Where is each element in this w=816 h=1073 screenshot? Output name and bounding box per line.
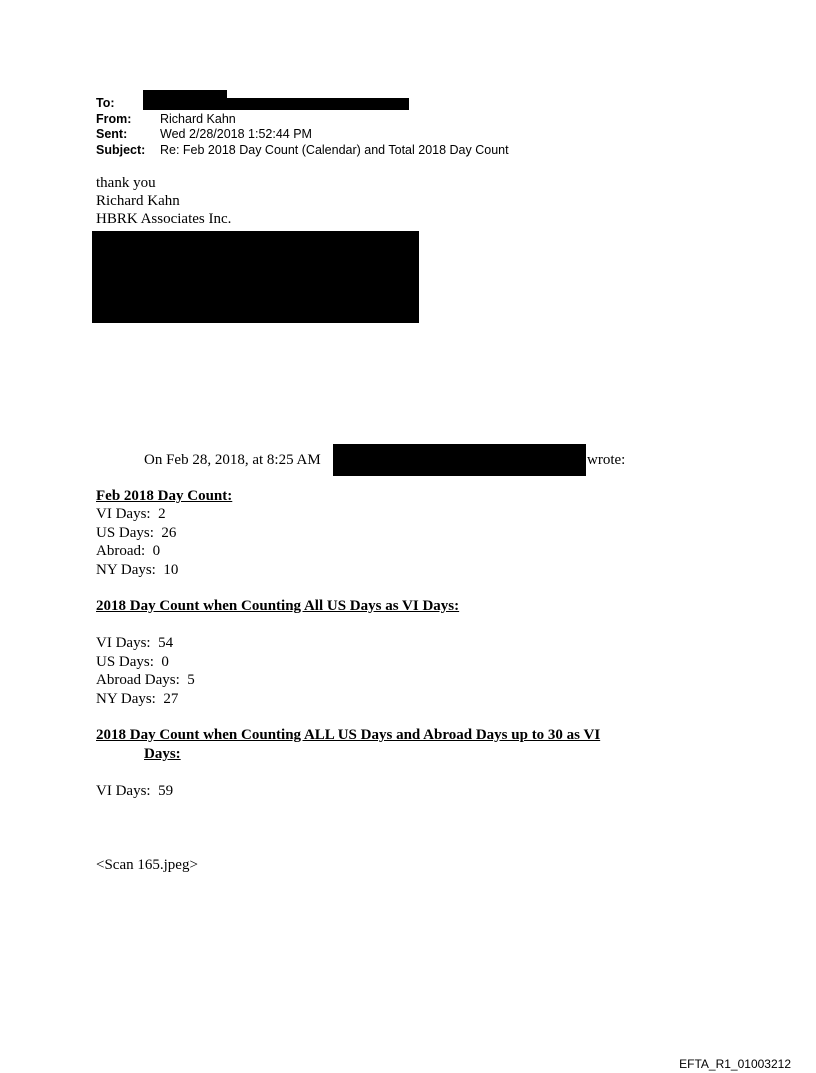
section-title-feb: Feb 2018 Day Count: bbox=[96, 488, 233, 504]
stat-line: US Days: 0 bbox=[96, 653, 169, 670]
to-label: To: bbox=[96, 96, 115, 110]
stat-line: NY Days: 10 bbox=[96, 561, 179, 578]
subject-value: Re: Feb 2018 Day Count (Calendar) and Total 2018 Day Count bbox=[160, 143, 509, 157]
redaction-sender bbox=[333, 444, 586, 476]
section-title-abroad-cont: Days: bbox=[144, 746, 181, 762]
redaction-to bbox=[143, 98, 409, 110]
stat-line: NY Days: 27 bbox=[96, 690, 179, 707]
stat-line: Abroad Days: 5 bbox=[96, 672, 195, 688]
section-title-abroad: 2018 Day Count when Counting ALL US Days and Abroad Days up to 30 as VI bbox=[96, 727, 601, 743]
stat-line: Abroad: 0 bbox=[96, 543, 161, 559]
quoted-intro-prefix: On Feb 28, 2018, at 8:25 AM bbox=[144, 452, 321, 468]
reply-line: HBRK Associates Inc. bbox=[96, 211, 232, 227]
reply-line: Richard Kahn bbox=[96, 193, 180, 209]
attachment-ref: <Scan 165.jpeg> bbox=[96, 857, 198, 873]
sent-label: Sent: bbox=[96, 127, 128, 141]
section-all-us-stats bbox=[96, 634, 195, 708]
section-feb-stats bbox=[96, 505, 178, 579]
document-id: EFTA_R1_01003212 bbox=[679, 1057, 791, 1071]
section-title-all-us: 2018 Day Count when Counting All US Days as VI Days: bbox=[96, 598, 460, 614]
quoted-intro-suffix: wrote: bbox=[587, 452, 626, 468]
subject-label: Subject: bbox=[96, 143, 146, 157]
stat-line: VI Days: 2 bbox=[96, 506, 166, 522]
from-value: Richard Kahn bbox=[160, 112, 236, 126]
stat-line: VI Days: 59 bbox=[96, 783, 174, 799]
sent-value: Wed 2/28/2018 1:52:44 PM bbox=[160, 127, 312, 141]
stat-line: US Days: 26 bbox=[96, 524, 177, 541]
section-abroad-stats bbox=[96, 782, 173, 801]
from-label: From: bbox=[96, 112, 132, 126]
stat-line: VI Days: 54 bbox=[96, 635, 174, 651]
reply-body bbox=[96, 174, 231, 228]
redaction-signature bbox=[92, 231, 419, 323]
reply-line: thank you bbox=[96, 175, 156, 191]
